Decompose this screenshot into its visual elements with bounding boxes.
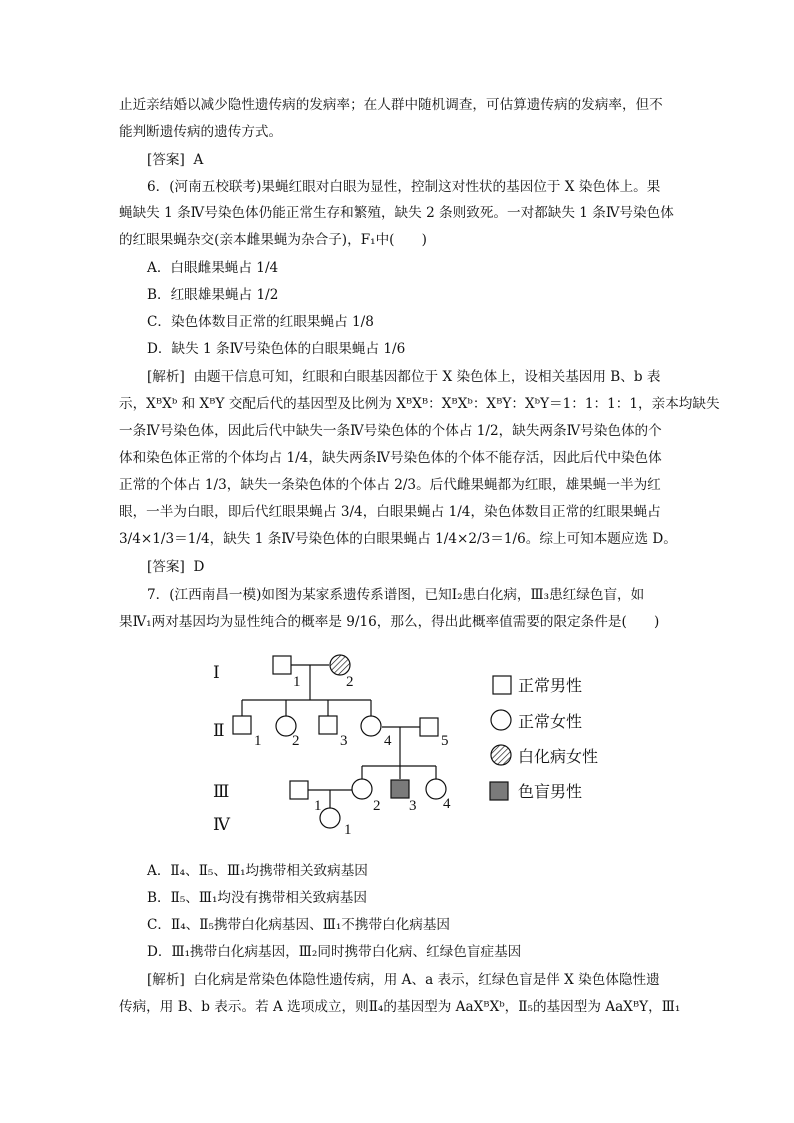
colorblind-male-symbol-III3	[391, 780, 409, 798]
answer-label: [答案]	[147, 559, 185, 575]
q6-option-d: D．缺失 1 条Ⅳ号染色体的白眼果蝇占 1/6	[147, 341, 406, 357]
female-symbol-IV1	[320, 808, 340, 828]
q7-option-c: C．Ⅱ₄、Ⅱ₅携带白化病基因、Ⅲ₁不携带白化病基因	[147, 917, 451, 933]
answer-value: D	[193, 559, 205, 575]
answer-label: [答案]	[147, 152, 185, 168]
individual-number: 3	[409, 798, 417, 814]
q6-stem-1: 6．(河南五校联考)果蝇红眼对白眼为显性，控制这对性状的基因位于 X 染色体上。果	[147, 179, 661, 195]
analysis-label: [解析]	[147, 369, 185, 385]
q6-stem-2: 蝇缺失 1 条Ⅳ号染色体仍能正常生存和繁殖，缺失 2 条则致死。一对都缺失 1 条Ⅳ号染色体	[119, 205, 674, 221]
male-symbol-III1	[290, 781, 308, 799]
answer-value: A	[193, 152, 204, 168]
analysis-text: 白化病是常染色体隐性遗传病，用 A、a 表示，红绿色盲是伴 X 染色体隐性遗	[193, 972, 660, 988]
individual-number: 1	[344, 822, 352, 838]
male-symbol-I1	[273, 656, 291, 674]
q6-analysis-7: 3/4×1/3＝1/4，缺失 1 条Ⅳ号染色体的白眼果蝇占 1/4×2/3＝1/6。综上可知本题应选 D。	[119, 531, 677, 547]
individual-number: 3	[340, 733, 348, 749]
male-symbol-II5	[420, 718, 438, 736]
intro-line-2: 能判断遗传病的遗传方式。	[119, 124, 283, 140]
q7-option-a: A．Ⅱ₄、Ⅱ₅、Ⅲ₁均携带相关致病基因	[147, 863, 368, 879]
q6-analysis-3: 一条Ⅳ号染色体，因此后代中缺失一条Ⅳ号染色体的个体占 1/2，缺失两条Ⅳ号染色体的个	[119, 423, 662, 439]
legend-label: 色盲男性	[518, 784, 583, 801]
male-symbol-II3	[319, 716, 337, 734]
individual-number: 1	[314, 798, 322, 814]
q6-analysis-6: 眼，一半为白眼，即后代红眼果蝇占 3/4，白眼果蝇占 1/4，染色体数目正常的红眼果蝇占	[119, 504, 661, 520]
q6-analysis-5: 正常的个体占 1/3，缺失一条染色体的个体占 2/3。后代雌果蝇都为红眼，雄果蝇一半为红	[119, 477, 661, 493]
individual-number: 5	[441, 733, 449, 749]
legend-label: 白化病女性	[518, 749, 599, 766]
generation-label: Ⅳ	[213, 815, 230, 834]
q7-stem-2: 果Ⅳ₁两对基因均为显性纯合的概率是 9/16，那么，得出此概率值需要的限定条件是( )	[119, 614, 660, 630]
q7-analysis-2: 传病，用 B、b 表示。若 A 选项成立，则Ⅱ₄的基因型为 AaXᴮXᵇ，Ⅱ₅的基因型为 AaXᴮY，Ⅲ₁	[119, 999, 681, 1015]
q7-stem-1: 7．(江西南昌一模)如图为某家系遗传系谱图，已知Ⅰ₂患白化病，Ⅲ₃患红绿色盲，如	[147, 587, 645, 603]
albinism-female-symbol-I2	[330, 655, 350, 675]
male-symbol-II1	[233, 716, 251, 734]
q7-analysis-1	[147, 969, 660, 991]
generation-label: Ⅰ	[213, 663, 220, 682]
intro-line-1: 止近亲结婚以减少隐性遗传病的发病率；在人群中随机调查，可估算遗传病的发病率，但不	[119, 97, 663, 113]
legend-albinism-female-symbol	[491, 745, 511, 765]
analysis-label: [解析]	[147, 972, 185, 988]
female-symbol-III2	[352, 779, 372, 799]
legend-female-symbol	[491, 710, 511, 730]
analysis-text: 由题干信息可知，红眼和白眼基因都位于 X 染色体上，设相关基因用 B、b 表	[193, 369, 661, 385]
individual-number: 1	[293, 674, 301, 690]
individual-number: 4	[384, 733, 392, 749]
individual-number: 1	[254, 733, 262, 749]
individual-number: 4	[443, 796, 451, 812]
legend-colorblind-male-symbol	[490, 782, 508, 800]
q6-option-a: A．白眼雌果蝇占 1/4	[147, 260, 279, 276]
q6-option-b: B．红眼雄果蝇占 1/2	[147, 287, 279, 303]
q7-option-b: B．Ⅱ₅、Ⅲ₁均没有携带相关致病基因	[147, 890, 367, 906]
q6-option-c: C．染色体数目正常的红眼果蝇占 1/8	[147, 314, 374, 330]
generation-label: Ⅱ	[213, 721, 225, 740]
female-symbol-II4	[361, 716, 381, 736]
legend-male-symbol	[493, 676, 511, 694]
q6-analysis-2: 示，XᴮXᵇ 和 XᴮY 交配后代的基因型及比例为 XᴮXᴮ：XᴮXᵇ：XᴮY：XᵇY＝1：1：1：1，亲本均缺失	[119, 396, 720, 412]
legend-label: 正常女性	[518, 714, 583, 731]
q6-stem-3: 的红眼果蝇杂交(亲本雌果蝇为杂合子)，F₁中( )	[119, 232, 427, 248]
legend-label: 正常男性	[518, 678, 583, 695]
individual-number: 2	[373, 798, 381, 814]
generation-label: Ⅲ	[213, 782, 230, 801]
individual-number: 2	[346, 674, 354, 690]
individual-number: 2	[292, 733, 300, 749]
q7-option-d: D．Ⅲ₁携带白化病基因，Ⅲ₂同时携带白化病、红绿色盲症基因	[147, 944, 522, 960]
q6-analysis-4: 体和染色体正常的个体均占 1/4，缺失两条Ⅳ号染色体的个体不能存活，因此后代中染色体	[119, 450, 662, 466]
